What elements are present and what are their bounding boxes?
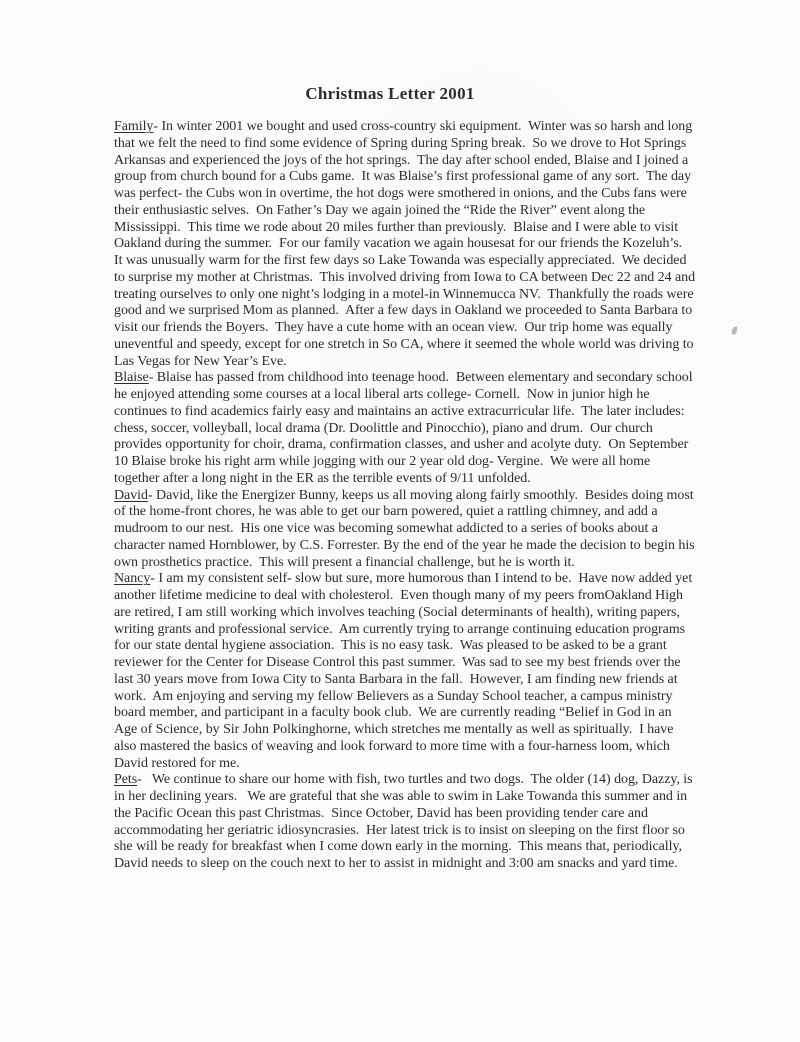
- section-family-label: Family: [114, 119, 154, 134]
- section-family: [114, 119, 699, 370]
- section-david-text: David, like the Energizer Bunny, keeps us all moving along fairly smoothly. Besides doing most of the home-front chores, he was able to get our barn powered, quiet a rattling chimney, and add a mudroom to our nest. His one vice was becoming somewhat addicted to a series of books about a character named Hornblower, by C.S. Forrester. By the end of the year he made the decision to begin his own prosthetics practice. This will present a financial challenge, but he is worth it.: [114, 487, 699, 570]
- letter-page: [114, 84, 699, 873]
- letter-title: Christmas Letter 2001: [305, 84, 475, 103]
- section-blaise: [114, 370, 696, 487]
- section-pets-label: Pets: [114, 772, 138, 788]
- section-family-separator: -: [153, 119, 162, 134]
- section-david-separator: -: [147, 487, 157, 503]
- section-family-text: In winter 2001 we bought and used cross-country ski equipment. Winter was so harsh and long that we felt the need to find some evidence of Spring during Spring break. So we drove to Hot Springs Arkansas and experienced the joys of the hot springs. The day after school ended, Blaise and I joined a group from church bound for a Cubs game. It was Blaise’s first professional game of any sort. The day was perfect- the Cubs won in overtime, the hot dogs were smothered in onions, and the Cubs fans were their enthusiastic selves. On Father’s Day we again joined the “Ride the River” event along the Mississippi. This time we rode about 20 miles further than previously. Blaise and I were able to visit Oakland during the summer. For our family vacation we again housesat for our friends the Kozeluh’s. It was unusually warm for the first few days so Lake Towanda was especially appreciated. We decided to surprise my mother at Christmas. This involved driving from Iowa to CA between Dec 22 and 24 and treating ourselves to only one night’s lodging in a motel-in Winnemucca NV. Thankfully the roads were good and we surprised Mom as planned. After a few days in Oakland we proceeded to Santa Barbara to visit our friends the Boyers. They have a cute home with an ocean view. Our trip home was equally uneventful and speedy, except for one stretch in So CA, where it seemed the whole world was driving to Las Vegas for New Year’s Eve.: [114, 119, 699, 369]
- section-nancy-label: Nancy: [114, 571, 151, 587]
- section-blaise-label: Blaise: [114, 370, 149, 386]
- section-nancy-text: I am my consistent self- slow but sure, more humorous than I intend to be. Have now added yet another lifetime medicine to deal with cholesterol. Even though many of my peers fromOakland High are retired, I am still working which involves teaching (Social determinants of health), writing papers, writing grants and professional service. Am currently trying to arrange continuing education programs for our state dental hygiene association. This is no easy task. Was pleased to be asked to be a grant reviewer for the Center for Disease Control this past summer. Was sad to see my best friends over the last 30 years move from Iowa City to Santa Barbara in the fall. However, I am finding new friends at work. Am enjoying and serving my fellow Believers as a Sunday School teacher, a campus ministry board member, and participant in a faculty book club. We are currently reading “Belief in God in an Age of Science, by Sir John Polkinghorne, which stretches me mentally as well as spiritually. I have also mastered the basics of weaving and look forward to more time with a four-harness loom, which David restored for me.: [114, 571, 696, 771]
- scan-speck-artifact: [730, 325, 738, 335]
- section-pets-separator: -: [137, 772, 152, 788]
- section-pets-text: We continue to share our home with fish, two turtles and two dogs. The older (14) dog, Dazzy, is in her declining years. We are grateful that she was able to swim in Lake Towanda this summer and in the Pacific Ocean this past Christmas. Since October, David has been providing tender care and accommodating her geriatric idiosyncrasies. Her latest trick is to insist on sleeping on the first floor so she will be ready for breakfast when I come down early in the morning. This means that, periodically, David needs to sleep on the couch next to her to assist in midnight and 3:00 am snacks and yard time.: [114, 772, 696, 871]
- section-pets: [114, 772, 696, 873]
- section-david-label: David: [114, 487, 148, 503]
- section-david: [114, 487, 699, 572]
- section-blaise-text: Blaise has passed from childhood into teenage hood. Between elementary and secondary school he enjoyed attending some courses at a local liberal arts college- Cornell. Now in junior high he continues to find academics fairly easy and maintains an active extracurricular life. The later includes: chess, soccer, volleyball, local drama (Dr. Doolittle and Pinocchio), piano and drum. Our church provides opportunity for choir, drama, confirmation classes, and usher and acolyte duty. On September 10 Blaise broke his right arm while jogging with our 2 year old dog- Vergine. We were all home together after a long night in the ER as the terrible events of 9/11 unfolded.: [114, 370, 697, 486]
- letter-body: [114, 119, 699, 873]
- section-blaise-separator: -: [148, 370, 157, 386]
- section-nancy-separator: -: [150, 571, 159, 587]
- section-nancy: [114, 571, 696, 772]
